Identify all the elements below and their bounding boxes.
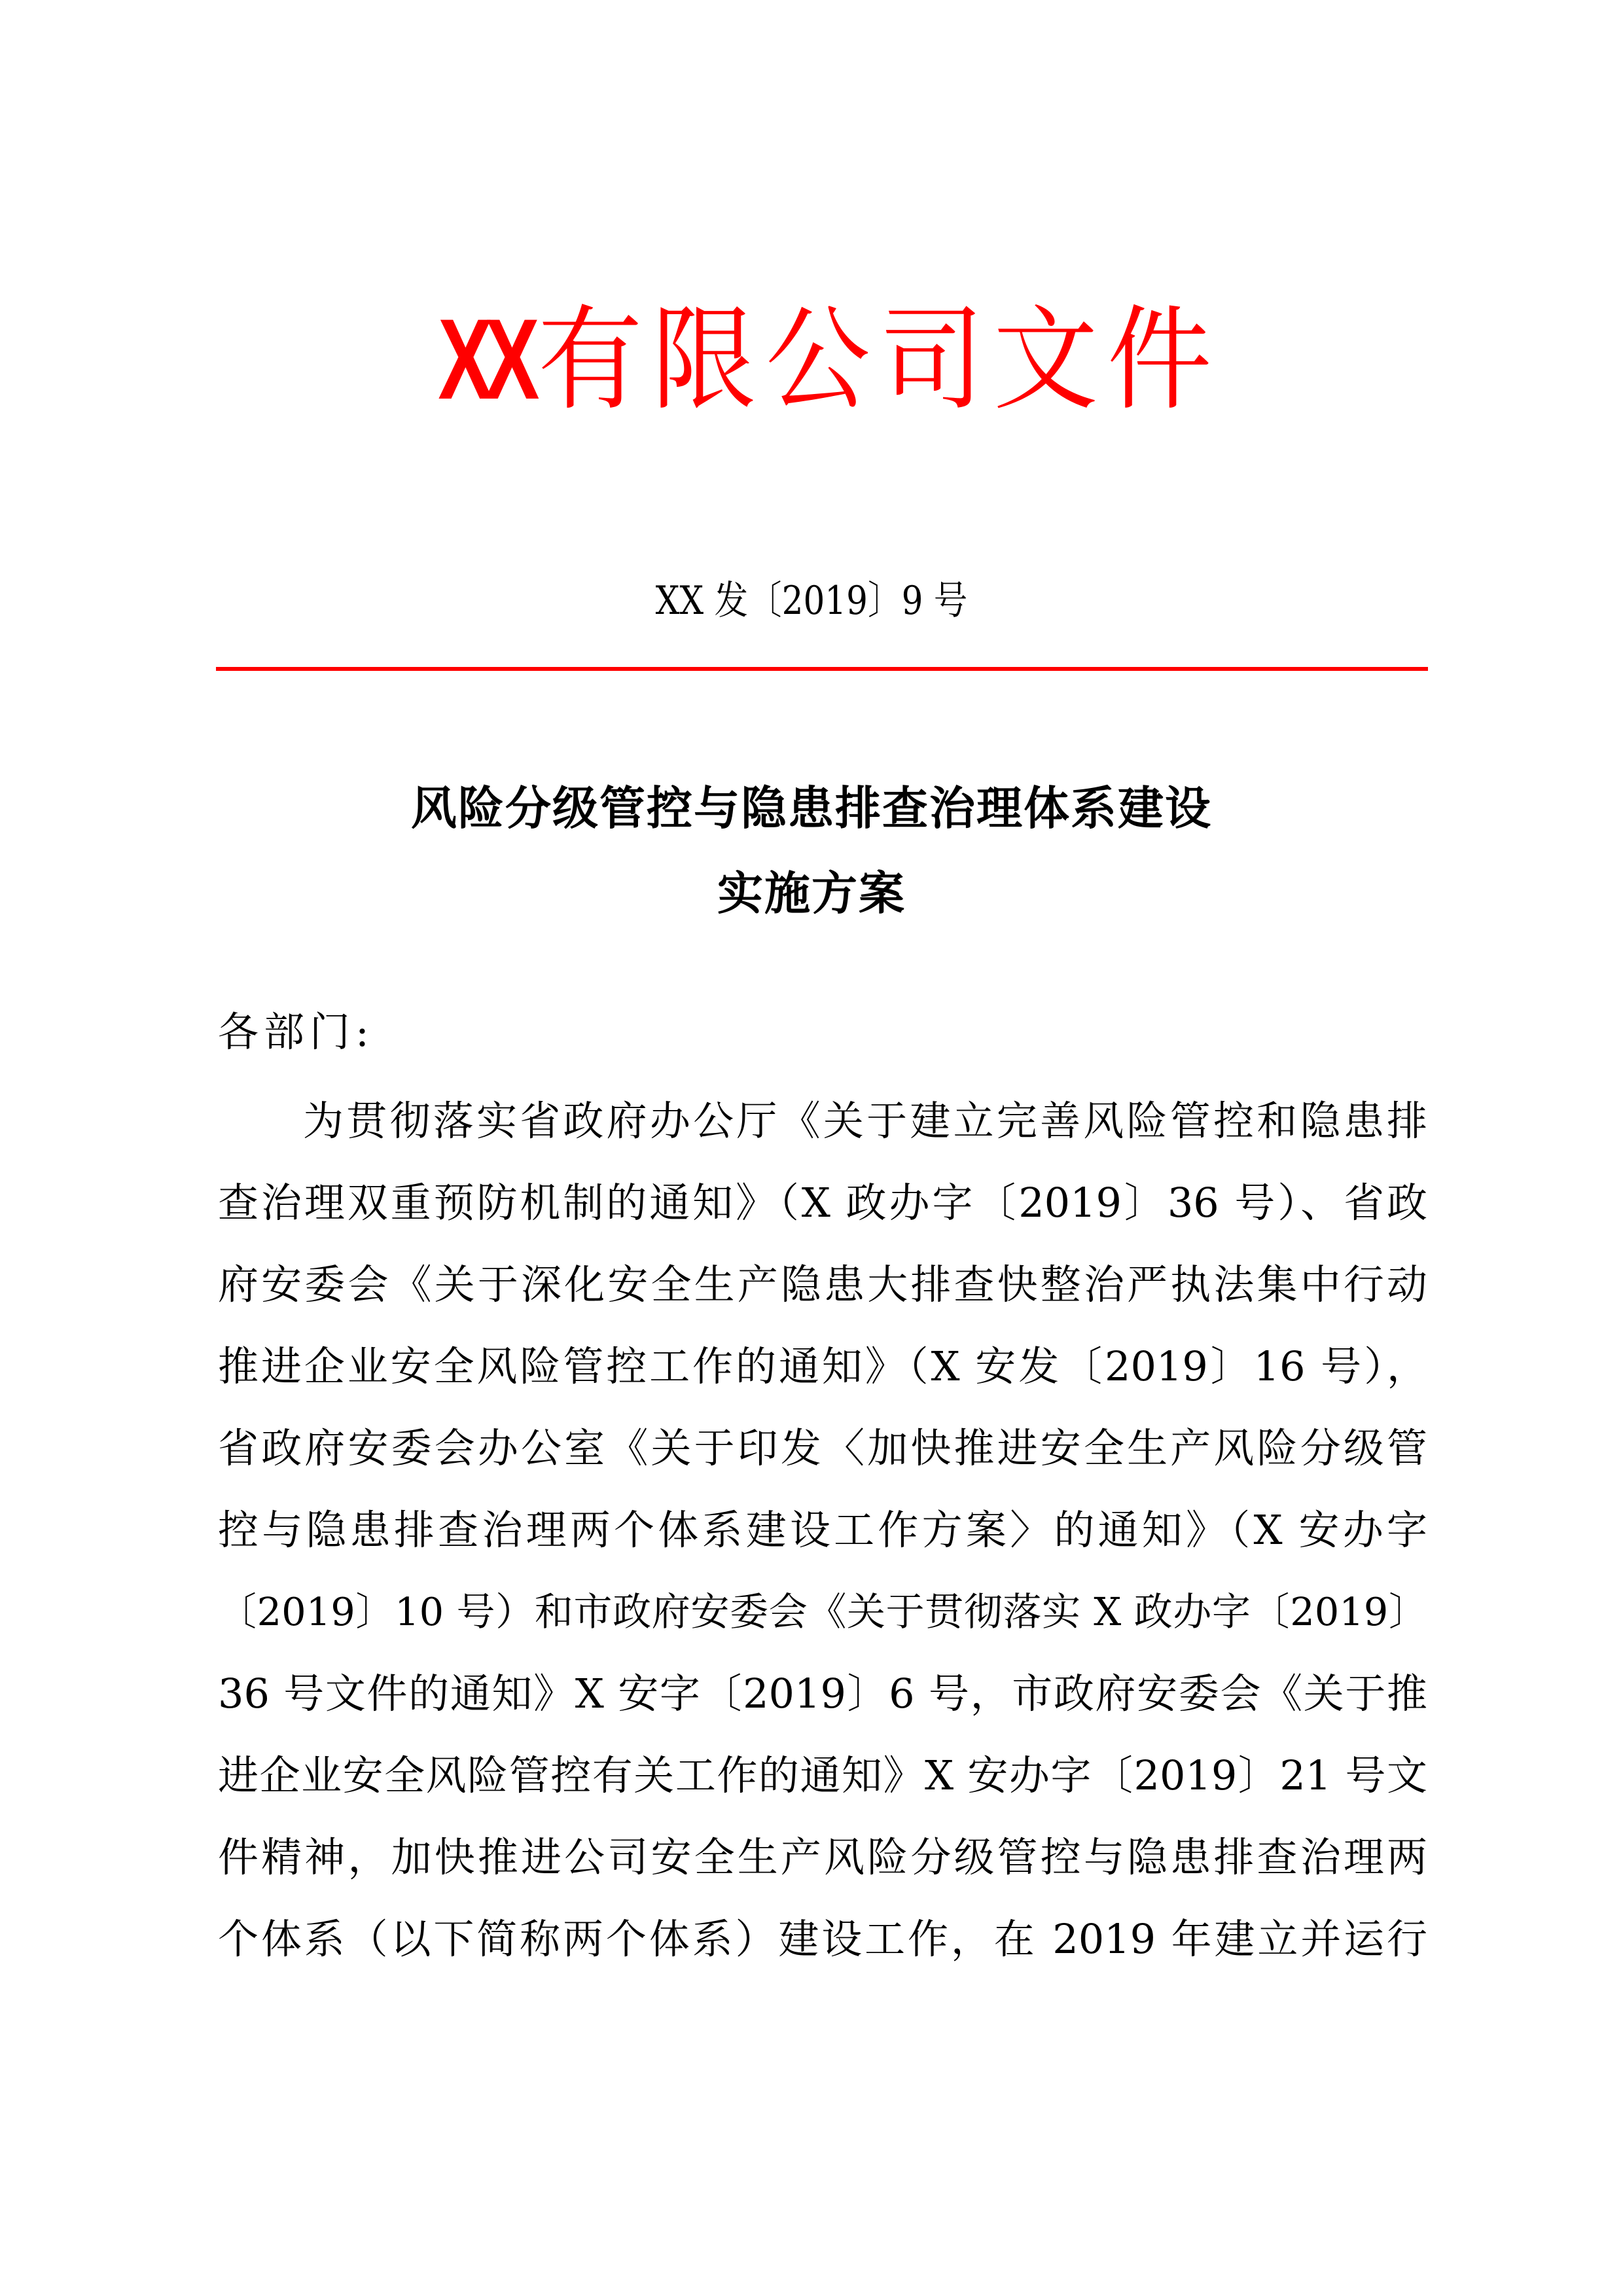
red-divider-rule xyxy=(216,667,1428,671)
body-line: 个体系（以下简称两个体系）建设工作，在 2019 年建立并运行 xyxy=(218,1915,1427,1963)
body-line: 为贯彻落实省政府办公厅《关于建立完善风险管控和隐患排 xyxy=(303,1097,1427,1145)
body-line: 查治理双重预防机制的通知》（X 政办字〔2019〕36 号）、省政 xyxy=(218,1179,1427,1227)
body-line: 进企业安全风险管控有关工作的通知》X 安办字〔2019〕21 号文 xyxy=(218,1751,1427,1799)
document-title-line-1: 风险分级管控与隐患排查治理体系建设 xyxy=(411,781,1212,835)
body-line: 件精神，加快推进公司安全生产风险分级管控与隐患排查治理两 xyxy=(218,1833,1427,1881)
body-line: 〔2019〕10 号）和市政府安委会《关于贯彻落实 X 政办字〔2019〕 xyxy=(218,1589,1427,1634)
document-number: XX 发〔2019〕9 号 xyxy=(655,578,968,624)
body-paragraph xyxy=(218,1080,1427,1980)
letterhead xyxy=(0,293,1623,426)
body-line: 控与隐患排查治理两个体系建设工作方案〉的通知》（X 安办字 xyxy=(218,1506,1427,1554)
body-line: 36 号文件的通知》X 安字〔2019〕6 号，市政府安委会《关于推 xyxy=(218,1670,1427,1717)
body-line: 府安委会《关于深化安全生产隐患大排查快整治严执法集中行动 xyxy=(218,1261,1427,1308)
body-line: 推进企业安全风险管控工作的通知》（X 安发〔2019〕16 号）， xyxy=(218,1342,1427,1390)
document-title-line-2: 实施方案 xyxy=(717,867,906,920)
letterhead-brand: XX xyxy=(438,296,531,423)
document-title xyxy=(0,766,1623,936)
salutation: 各部门: xyxy=(218,1008,374,1056)
body-line: 省政府安委会办公室《关于印发〈加快推进安全生产风险分级管 xyxy=(218,1424,1427,1472)
letterhead-org-name: 有限公司文件 xyxy=(537,293,1221,426)
